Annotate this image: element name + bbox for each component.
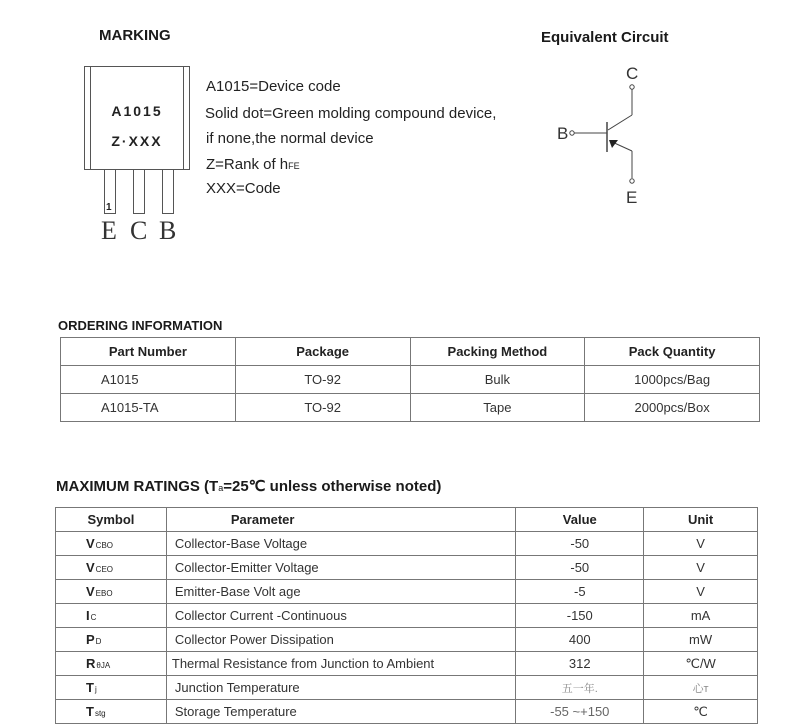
ordering-table <box>60 337 760 422</box>
col-package: Package <box>235 338 410 366</box>
cell-symbol <box>56 700 167 724</box>
ratings-table <box>55 507 758 724</box>
circuit-title: Equivalent Circuit <box>541 29 669 46</box>
col-pack-quantity: Pack Quantity <box>585 338 760 366</box>
pin1-label: 1 <box>106 202 112 213</box>
table-row <box>61 366 760 394</box>
table-row <box>61 394 760 422</box>
symbol-main: V <box>86 560 95 575</box>
cell-parameter: Collector Current -Continuous <box>166 604 516 628</box>
col-packing-method: Packing Method <box>410 338 585 366</box>
cell-unit: V <box>644 556 758 580</box>
desc-rank <box>206 156 300 173</box>
cell-unit: ℃ <box>644 700 758 724</box>
ratings-title-sub: a <box>218 483 224 493</box>
table-row <box>56 700 758 724</box>
cell-packing-method: Tape <box>410 394 585 422</box>
symbol-main: P <box>86 632 95 647</box>
ratings-body <box>56 532 758 724</box>
symbol-main: V <box>86 584 95 599</box>
label-b: B <box>557 124 569 143</box>
symbol-sub: CBO <box>95 541 114 550</box>
symbol-main: V <box>86 536 95 551</box>
symbol-main: T <box>86 704 94 719</box>
table-row <box>56 604 758 628</box>
desc-code: XXX=Code <box>206 180 281 197</box>
cell-value: -5 <box>516 580 644 604</box>
symbol-sub: EBO <box>95 589 113 598</box>
package-device-code: A1015 <box>111 103 163 119</box>
symbol-sub: j <box>94 685 97 694</box>
table-row <box>56 580 758 604</box>
cell-symbol <box>56 556 167 580</box>
cell-parameter: Emitter-Base Volt age <box>166 580 516 604</box>
pin-label-c: C <box>130 216 148 245</box>
cell-unit: mW <box>644 628 758 652</box>
cell-symbol <box>56 580 167 604</box>
desc-rank-sub: FE <box>288 161 300 171</box>
cell-value: -50 <box>516 532 644 556</box>
col-unit: Unit <box>644 508 758 532</box>
cell-symbol <box>56 676 167 700</box>
symbol-main: I <box>86 608 90 623</box>
ratings-title-rest: =25℃ unless otherwise noted) <box>223 478 442 495</box>
ordering-title: ORDERING INFORMATION <box>58 318 223 333</box>
cell-unit: ℃/W <box>644 652 758 676</box>
cell-value: 五一年. <box>516 676 644 700</box>
cell-parameter: Collector-Emitter Voltage <box>166 556 516 580</box>
emitter-terminal <box>630 179 634 183</box>
col-parameter: Parameter <box>166 508 516 532</box>
symbol-sub: CEO <box>95 565 114 574</box>
desc-device-code: A1015=Device code <box>206 78 341 95</box>
symbol-main: T <box>86 680 94 695</box>
table-row <box>56 628 758 652</box>
col-value: Value <box>516 508 644 532</box>
ratings-title-main: MAXIMUM RATINGS (T <box>56 478 219 495</box>
symbol-sub: θJA <box>96 661 111 670</box>
cell-package: TO-92 <box>235 366 410 394</box>
symbol-sub: D <box>95 637 102 646</box>
desc-solid-dot: Solid dot=Green molding compound device, <box>205 105 497 122</box>
table-row <box>56 532 758 556</box>
cell-unit: mA <box>644 604 758 628</box>
cell-parameter: Collector-Base Voltage <box>166 532 516 556</box>
symbol-sub: stg <box>94 709 106 718</box>
cell-symbol <box>56 532 167 556</box>
ordering-header-row <box>61 338 760 366</box>
cell-value: -50 <box>516 556 644 580</box>
cell-unit: V <box>644 580 758 604</box>
cell-parameter: Junction Temperature <box>166 676 516 700</box>
collector-terminal <box>630 85 634 89</box>
table-row <box>56 556 758 580</box>
cell-pack-quantity: 2000pcs/Box <box>585 394 760 422</box>
cell-packing-method: Bulk <box>410 366 585 394</box>
symbol-main: R <box>86 656 96 671</box>
cell-pack-quantity: 1000pcs/Bag <box>585 366 760 394</box>
cell-value: 400 <box>516 628 644 652</box>
cell-package: TO-92 <box>235 394 410 422</box>
collector-leg <box>608 115 632 130</box>
cell-value: -55 ~+150 <box>516 700 644 724</box>
ratings-header-row <box>56 508 758 532</box>
cell-symbol <box>56 604 167 628</box>
cell-unit: 心т <box>644 676 758 700</box>
cell-symbol <box>56 628 167 652</box>
cell-symbol <box>56 652 167 676</box>
col-part-number: Part Number <box>61 338 236 366</box>
label-e: E <box>626 188 638 207</box>
symbol-sub: C <box>90 613 97 622</box>
pin-label-b: B <box>159 216 177 245</box>
cell-parameter: Collector Power Dissipation <box>166 628 516 652</box>
lead-collector <box>133 170 145 214</box>
table-row <box>56 652 758 676</box>
cell-parameter: Storage Temperature <box>166 700 516 724</box>
base-terminal <box>570 131 574 135</box>
desc-rank-text: Z=Rank of h <box>206 156 289 173</box>
lead-base <box>162 170 174 214</box>
cell-value: -150 <box>516 604 644 628</box>
transistor-symbol-icon <box>550 60 670 210</box>
lead-emitter <box>104 170 116 214</box>
package-rank-code: Z·XXX <box>111 133 163 149</box>
marking-title: MARKING <box>99 27 171 44</box>
pin-label-e: E <box>101 216 117 245</box>
ratings-title <box>56 477 441 495</box>
cell-unit: V <box>644 532 758 556</box>
cell-part-number: A1015 <box>61 366 236 394</box>
cell-value: 312 <box>516 652 644 676</box>
package-outline <box>84 66 190 170</box>
label-c: C <box>626 64 639 83</box>
cell-part-number: A1015-TA <box>61 394 236 422</box>
col-symbol: Symbol <box>56 508 167 532</box>
cell-parameter: Thermal Resistance from Junction to Ambient <box>166 652 516 676</box>
desc-none: if none,the normal device <box>206 130 374 147</box>
table-row <box>56 676 758 700</box>
